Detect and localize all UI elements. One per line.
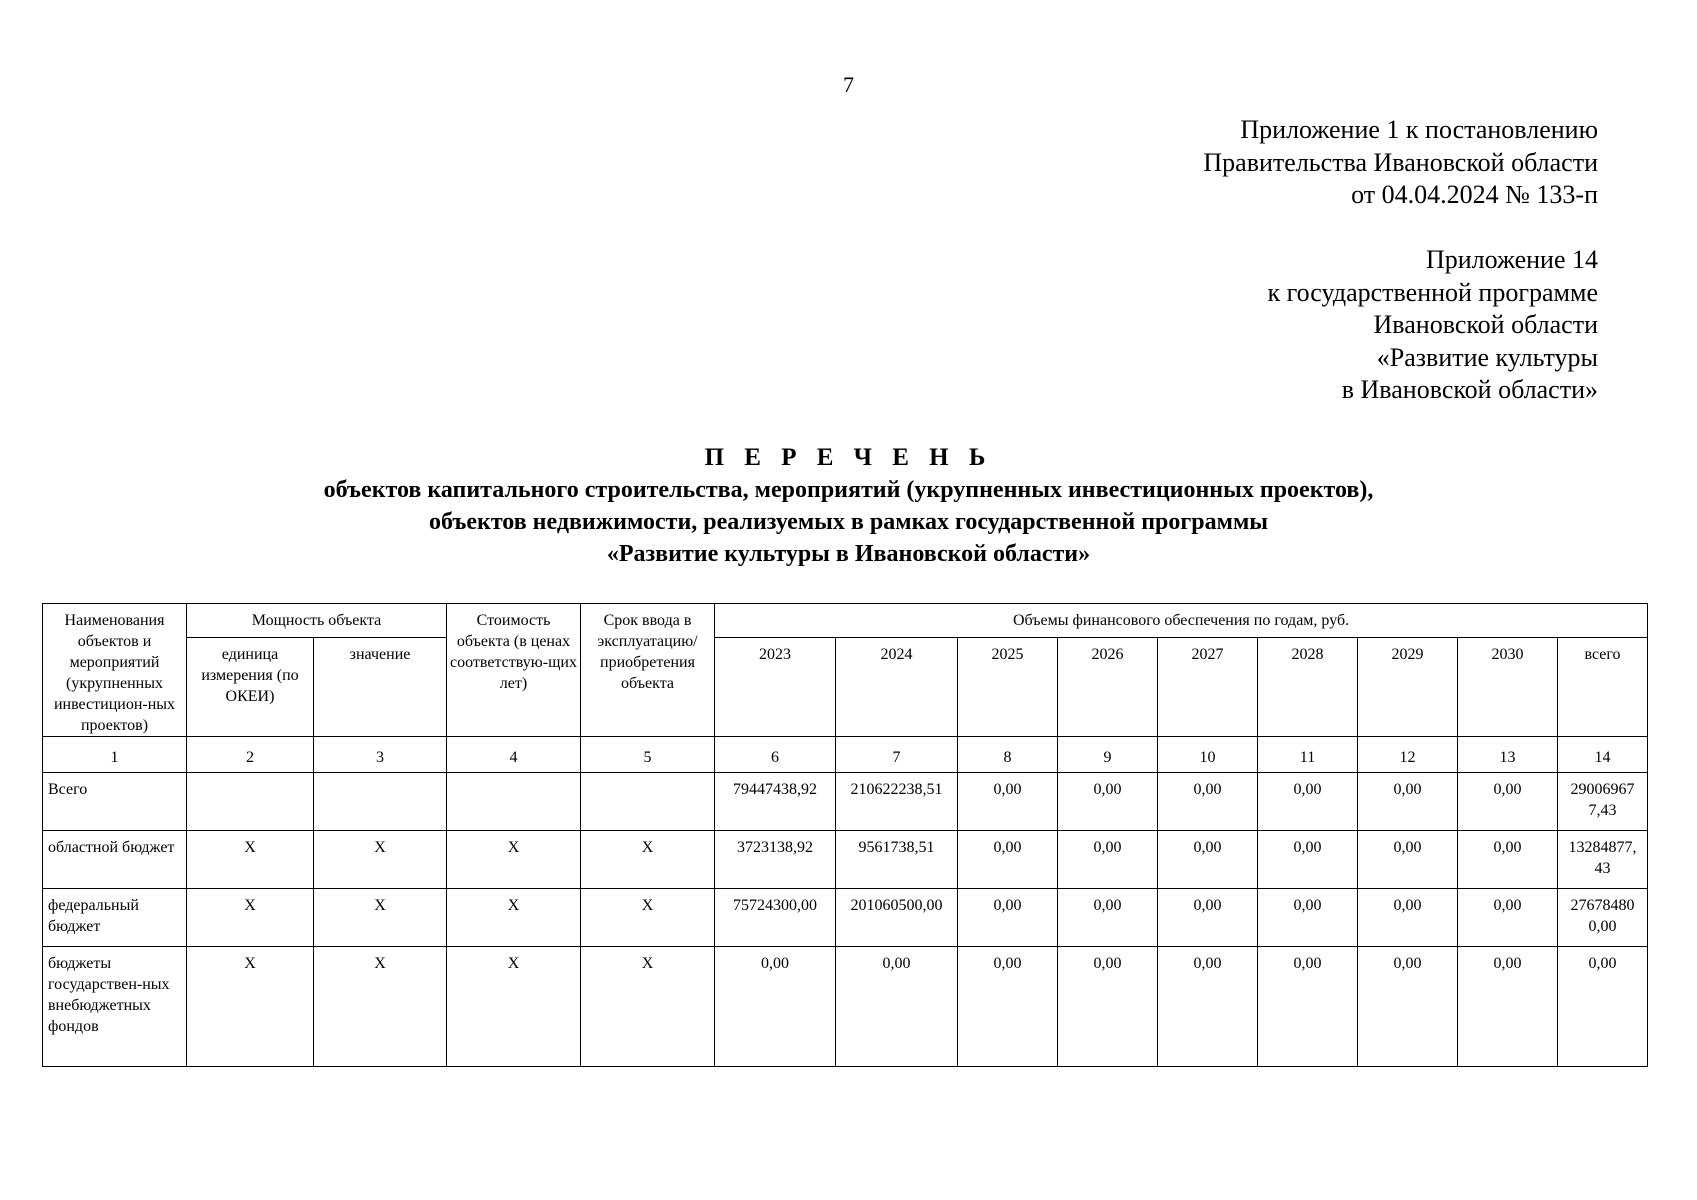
annex-14-line: в Ивановской области» [1341,375,1598,404]
column-number: 5 [581,737,715,773]
row-amount: 0,00 [836,947,958,1067]
row-cost: X [447,889,581,947]
row-term: X [581,947,715,1067]
row-value: X [314,831,447,889]
row-unit [187,773,314,831]
row-cost: X [447,947,581,1067]
header-financing: Объемы финансового обеспечения по годам, руб. [715,604,1648,638]
row-name: областной бюджет [43,831,187,889]
column-number: 1 [43,737,187,773]
header-cost: Стоимость объекта (в ценах соответствую-щих лет) [447,604,581,737]
row-amount: 0,00 [1158,831,1258,889]
column-number: 7 [836,737,958,773]
row-term: X [581,831,715,889]
header-year: 2026 [1058,638,1158,737]
table-row [43,773,1648,831]
header-capacity: Мощность объекта [187,604,447,638]
row-amount: 0,00 [1458,889,1558,947]
header-name: Наименования объектов и мероприятий (укрупненных инвестицион-ных проектов) [43,604,187,737]
row-amount: 79447438,92 [715,773,836,831]
header-total: всего [1558,638,1648,737]
row-total: 0,00 [1558,947,1648,1067]
row-amount: 0,00 [1058,947,1158,1067]
row-total: 27678480 0,00 [1558,889,1648,947]
row-amount: 0,00 [1358,947,1458,1067]
column-number: 3 [314,737,447,773]
annex-1-line: Правительства Ивановской области [1203,147,1598,177]
row-amount: 0,00 [1458,831,1558,889]
row-amount: 0,00 [958,889,1058,947]
column-number: 8 [958,737,1058,773]
row-amount: 0,00 [1058,889,1158,947]
table-row [43,947,1648,1067]
table-row [43,889,1648,947]
row-name: Всего [43,773,187,831]
annex-14-header [1268,244,1599,407]
column-number: 4 [447,737,581,773]
title-line: «Развитие культуры в Ивановской области» [606,541,1091,567]
column-number-row [43,737,1648,773]
row-amount: 9561738,51 [836,831,958,889]
annex-14-line: к государственной программе [1267,277,1598,307]
column-number: 2 [187,737,314,773]
row-amount: 0,00 [1358,831,1458,889]
row-amount: 0,00 [1258,947,1358,1067]
row-amount: 0,00 [1158,773,1258,831]
row-term: X [581,889,715,947]
row-amount: 0,00 [1058,773,1158,831]
row-amount: 0,00 [1458,773,1558,831]
annex-14-line: «Развитие культуры [1376,342,1598,372]
header-row [43,638,1648,737]
column-number: 12 [1358,737,1458,773]
row-name: бюджеты государствен-ных внебюджетных фондов [43,947,187,1067]
row-term [581,773,715,831]
annex-1-line: от 04.04.2024 № 133-п [1351,180,1598,209]
title-main: П Е Р Е Ч Е Н Ь [704,444,993,471]
row-unit: X [187,831,314,889]
row-unit: X [187,889,314,947]
objects-table [42,603,1648,1067]
row-amount: 0,00 [1258,773,1358,831]
row-amount: 0,00 [715,947,836,1067]
row-unit: X [187,947,314,1067]
header-term: Срок ввода в эксплуатацию/ приобретения объекта [581,604,715,737]
row-value: X [314,947,447,1067]
header-year: 2030 [1458,638,1558,737]
column-number: 10 [1158,737,1258,773]
annex-1-header [1203,114,1598,212]
header-unit: единица измерения (по ОКЕИ) [187,638,314,737]
row-amount: 0,00 [1358,773,1458,831]
row-cost: X [447,831,581,889]
row-name: федеральный бюджет [43,889,187,947]
row-amount: 0,00 [1058,831,1158,889]
header-year: 2025 [958,638,1058,737]
row-amount: 0,00 [1258,889,1358,947]
row-amount: 0,00 [1358,889,1458,947]
row-amount: 0,00 [1158,947,1258,1067]
title-line: объектов недвижимости, реализуемых в рамках государственной программы [428,509,1269,535]
header-year: 2023 [715,638,836,737]
row-amount: 0,00 [1158,889,1258,947]
row-amount: 75724300,00 [715,889,836,947]
document-title [0,442,1697,570]
row-total: 29006967 7,43 [1558,773,1648,831]
header-year: 2027 [1158,638,1258,737]
title-line: объектов капитального строительства, мероприятий (укрупненных инвестиционных проектов), [323,477,1374,503]
row-value [314,773,447,831]
row-amount: 0,00 [1258,831,1358,889]
column-number: 11 [1258,737,1358,773]
annex-14-line: Ивановской области [1373,310,1598,339]
column-number: 6 [715,737,836,773]
column-number: 9 [1058,737,1158,773]
header-value: значение [314,638,447,737]
row-amount: 0,00 [958,831,1058,889]
header-year: 2029 [1358,638,1458,737]
column-number: 13 [1458,737,1558,773]
column-number: 14 [1558,737,1648,773]
row-amount: 0,00 [958,773,1058,831]
annex-14-line: Приложение 14 [1425,245,1598,274]
row-amount: 0,00 [1458,947,1558,1067]
row-amount: 3723138,92 [715,831,836,889]
header-year: 2028 [1258,638,1358,737]
row-total: 13284877, 43 [1558,831,1648,889]
row-value: X [314,889,447,947]
row-amount: 201060500,00 [836,889,958,947]
header-year: 2024 [836,638,958,737]
table-row [43,831,1648,889]
row-amount: 210622238,51 [836,773,958,831]
row-amount: 0,00 [958,947,1058,1067]
page-number: 7 [843,72,854,97]
row-cost [447,773,581,831]
annex-1-line: Приложение 1 к постановлению [1240,115,1598,144]
header-row [43,604,1648,638]
